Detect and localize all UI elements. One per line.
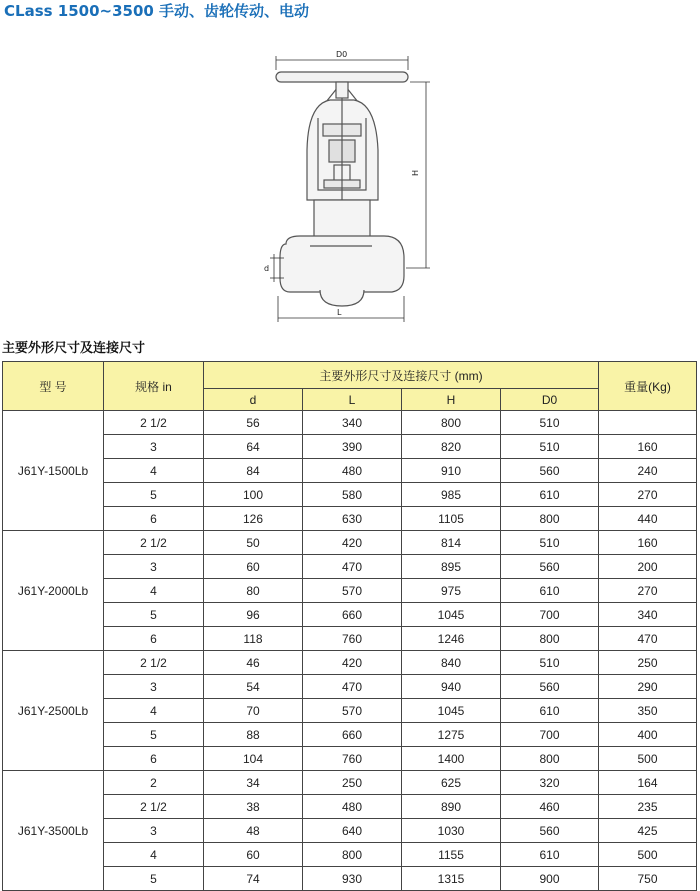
table-cell: 160 [599,435,697,459]
valve-drawing [0,0,700,335]
table-cell: 895 [402,555,501,579]
model-cell: J61Y-1500Lb [3,411,104,531]
dim-label-l: L [337,308,342,317]
table-cell: 510 [501,435,599,459]
header-spec: 规格 in [104,362,204,411]
table-cell: 235 [599,795,697,819]
table-row [3,723,697,747]
table-cell: 1105 [402,507,501,531]
table-cell: 560 [501,555,599,579]
table-cell: 700 [501,603,599,627]
table-cell: 660 [303,603,402,627]
table-cell: 470 [599,627,697,651]
table-row [3,675,697,699]
table-cell: 820 [402,435,501,459]
table-cell: 340 [303,411,402,435]
table-cell: 270 [599,483,697,507]
model-cell: J61Y-2000Lb [3,531,104,651]
table-cell: 570 [303,699,402,723]
table-cell: 1030 [402,819,501,843]
table-cell: 118 [204,627,303,651]
table-row [3,867,697,891]
table-cell: 70 [204,699,303,723]
header-model: 型 号 [3,362,104,411]
table-cell: 2 1/2 [104,531,204,555]
table-cell: 164 [599,771,697,795]
table-cell: 610 [501,579,599,603]
table-cell: 3 [104,819,204,843]
table-cell: 80 [204,579,303,603]
table-cell: 3 [104,675,204,699]
table-cell: 700 [501,723,599,747]
table-cell: 800 [402,411,501,435]
table-cell: 930 [303,867,402,891]
table-cell: 425 [599,819,697,843]
table-cell: 2 1/2 [104,651,204,675]
table-cell: 250 [599,651,697,675]
dim-label-h: H [411,169,420,176]
table-cell: 2 1/2 [104,411,204,435]
table-cell: 800 [501,507,599,531]
table-cell: 270 [599,579,697,603]
table-cell: 1045 [402,603,501,627]
table-cell: 400 [599,723,697,747]
table-row [3,795,697,819]
table-cell: 480 [303,795,402,819]
table-cell: 390 [303,435,402,459]
table-cell: 54 [204,675,303,699]
table-row [3,603,697,627]
table-cell: 760 [303,747,402,771]
table-row [3,627,697,651]
model-cell: J61Y-3500Lb [3,771,104,891]
table-cell: 800 [501,627,599,651]
table-cell: 560 [501,459,599,483]
table-cell: 660 [303,723,402,747]
table-cell: 814 [402,531,501,555]
table-cell: 46 [204,651,303,675]
table-cell: 250 [303,771,402,795]
table-cell: 1400 [402,747,501,771]
table-cell: 800 [501,747,599,771]
table-cell: 2 [104,771,204,795]
table-cell: 840 [402,651,501,675]
table-row [3,747,697,771]
table-cell: 5 [104,867,204,891]
dimension-table [2,361,697,891]
table-cell: 3 [104,435,204,459]
table-cell: 88 [204,723,303,747]
table-cell: 510 [501,651,599,675]
table-cell: 48 [204,819,303,843]
table-row [3,843,697,867]
table-row [3,771,697,795]
table-cell: 64 [204,435,303,459]
table-row [3,411,697,435]
table-cell: 2 1/2 [104,795,204,819]
header-dimensions: 主要外形尺寸及连接尺寸 (mm) [204,362,599,389]
table-cell: 1246 [402,627,501,651]
table-cell: 460 [501,795,599,819]
page-title: CLass 1500~3500 手动、齿轮传动、电动 [4,2,310,20]
table-cell: 1315 [402,867,501,891]
header-h: H [402,389,501,411]
table-cell [599,411,697,435]
table-cell: 640 [303,819,402,843]
table-cell: 5 [104,723,204,747]
table-cell: 1155 [402,843,501,867]
table-row [3,531,697,555]
table-cell: 4 [104,459,204,483]
table-cell: 4 [104,843,204,867]
valve-body [280,236,404,292]
table-cell: 630 [303,507,402,531]
table-cell: 440 [599,507,697,531]
table-cell: 580 [303,483,402,507]
table-cell: 104 [204,747,303,771]
table-cell: 910 [402,459,501,483]
table-row [3,699,697,723]
table-cell: 470 [303,555,402,579]
table-cell: 470 [303,675,402,699]
table-cell: 975 [402,579,501,603]
valve-bonnet [314,200,370,238]
table-cell: 500 [599,747,697,771]
model-cell: J61Y-2500Lb [3,651,104,771]
table-cell: 510 [501,411,599,435]
table-cell: 6 [104,747,204,771]
table-cell: 4 [104,579,204,603]
table-cell: 560 [501,675,599,699]
table-cell: 160 [599,531,697,555]
table-body [3,411,697,891]
table-cell: 100 [204,483,303,507]
table-cell: 38 [204,795,303,819]
table-row [3,651,697,675]
table-cell: 50 [204,531,303,555]
table-row [3,507,697,531]
table-cell: 4 [104,699,204,723]
table-cell: 800 [303,843,402,867]
table-cell: 3 [104,555,204,579]
table-cell: 96 [204,603,303,627]
table-cell: 610 [501,483,599,507]
table-cell: 750 [599,867,697,891]
table-cell: 200 [599,555,697,579]
section-title: 主要外形尺寸及连接尺寸 [2,341,146,356]
table-cell: 320 [501,771,599,795]
table-cell: 610 [501,843,599,867]
header-l: L [303,389,402,411]
table-cell: 900 [501,867,599,891]
table-cell: 340 [599,603,697,627]
table-cell: 560 [501,819,599,843]
table-cell: 84 [204,459,303,483]
table-row [3,435,697,459]
header-weight: 重量(Kg) [599,362,697,411]
table-row [3,459,697,483]
table-cell: 940 [402,675,501,699]
table-cell: 290 [599,675,697,699]
table-cell: 1275 [402,723,501,747]
table-cell: 126 [204,507,303,531]
table-cell: 625 [402,771,501,795]
table-cell: 570 [303,579,402,603]
table-cell: 420 [303,651,402,675]
table-cell: 6 [104,627,204,651]
handwheel [276,72,408,82]
dim-label-d0: D0 [336,50,348,59]
header-d0: D0 [501,389,599,411]
table-cell: 74 [204,867,303,891]
table-cell: 480 [303,459,402,483]
table-cell: 5 [104,603,204,627]
table-row [3,555,697,579]
table-cell: 6 [104,507,204,531]
header-d: d [204,389,303,411]
table-cell: 985 [402,483,501,507]
table-cell: 510 [501,531,599,555]
table-cell: 350 [599,699,697,723]
table-cell: 500 [599,843,697,867]
table-cell: 420 [303,531,402,555]
dim-label-d: d [264,264,270,273]
table-cell: 60 [204,555,303,579]
table-cell: 5 [104,483,204,507]
table-cell: 610 [501,699,599,723]
table-cell: 1045 [402,699,501,723]
table-cell: 760 [303,627,402,651]
table-row [3,819,697,843]
table-cell: 60 [204,843,303,867]
table-row [3,579,697,603]
table-row [3,483,697,507]
table-cell: 34 [204,771,303,795]
table-cell: 890 [402,795,501,819]
table-cell: 56 [204,411,303,435]
table-cell: 240 [599,459,697,483]
